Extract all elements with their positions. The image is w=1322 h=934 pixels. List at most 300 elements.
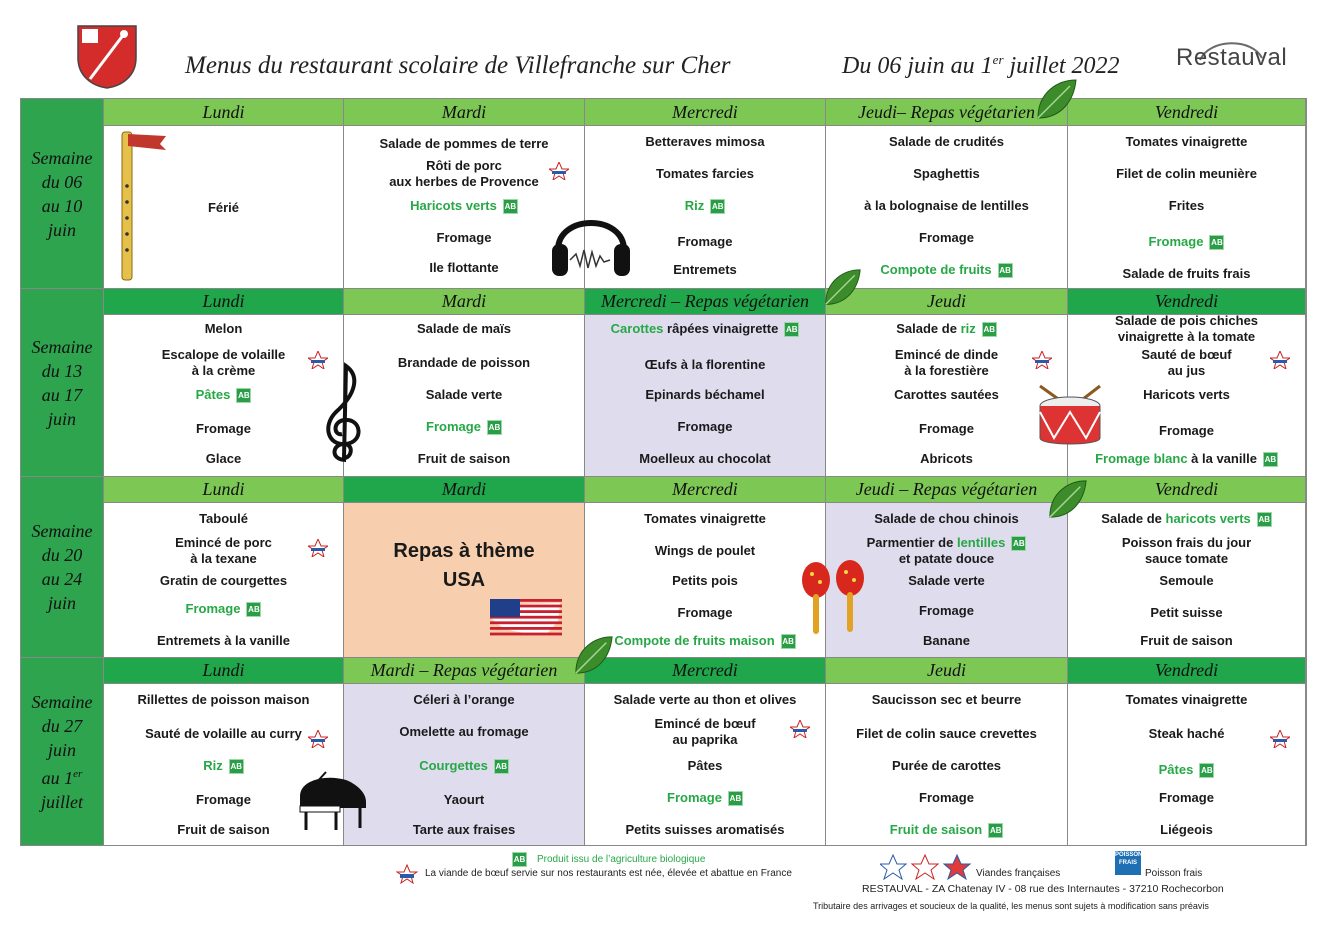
menu-item [348, 692, 580, 708]
menu-item-text: Fromage [677, 605, 733, 620]
page-title: Menus du restaurant scolaire de Villefranche sur Cher [185, 52, 731, 79]
menu-item [830, 790, 1063, 806]
usa-flag-icon [490, 599, 562, 639]
menu-item-text: Yaourt [443, 792, 485, 807]
menu-item [348, 355, 580, 371]
bio-icon: AB [1257, 512, 1272, 527]
day-header: Vendredi [1068, 657, 1306, 683]
menu-item [1072, 605, 1301, 621]
week-label-line: juin [47, 593, 76, 613]
menu-item [1072, 234, 1301, 250]
menu-item [108, 511, 339, 527]
menu-item-text: Courgettes [419, 758, 488, 773]
bio-icon: AB [487, 420, 502, 435]
menu-item-text: Fromage [919, 603, 974, 618]
menu-item [589, 387, 821, 403]
grand-piano-icon [296, 770, 370, 832]
menu-cell [344, 502, 585, 657]
menu-item-text: Ile flottante [429, 260, 499, 275]
menu-item-text: Salade de [1101, 511, 1166, 526]
bio-icon: AB [998, 263, 1013, 278]
week-label-line: au 24 [41, 569, 83, 589]
menu-item [589, 357, 821, 373]
menu-item [830, 198, 1063, 214]
menu-cell [585, 314, 826, 476]
day-header: Jeudi– Repas végétarien [826, 99, 1068, 125]
day-header: Vendredi [1068, 288, 1306, 314]
legend-beef: La viande de bœuf servie sur nos restaurants est née, élevée et abattue en France [425, 868, 792, 879]
menu-item [108, 421, 339, 437]
menu-item [830, 511, 1063, 527]
day-header: Mardi [344, 99, 585, 125]
menu-item [830, 347, 1063, 363]
day-header: Jeudi – Repas végétarien [826, 476, 1068, 502]
menu-item-text: Petits pois [672, 573, 738, 588]
day-header: Jeudi [826, 657, 1068, 683]
week-label [21, 288, 104, 476]
menu-item [589, 822, 821, 838]
menu-item [589, 166, 821, 182]
menu-item-text: Rillettes de poisson maison [137, 692, 310, 707]
week-label-line: du 06 [41, 171, 83, 192]
menu-item-text: Compote de fruits maison [614, 633, 775, 648]
menu-item-text: Œufs à la florentine [644, 357, 766, 372]
menu-item-text: Spaghettis [913, 166, 980, 181]
menu-item-text: Tomates farcies [655, 166, 755, 181]
menu-item [1072, 573, 1301, 589]
menu-cell [344, 314, 585, 476]
menu-item [1072, 166, 1301, 182]
menu-cell [1068, 125, 1306, 288]
menu-item [1072, 134, 1301, 150]
menu-item-text: Férié [207, 200, 240, 215]
bio-icon: AB [988, 823, 1003, 838]
week-label-line: du 20 [41, 545, 83, 565]
menu-item [348, 758, 580, 774]
theme-meal-title [344, 537, 584, 566]
viande-france-icon [1270, 730, 1290, 748]
menu-item [830, 692, 1063, 708]
menu-item [589, 692, 821, 708]
menu-item-text: Salade verte [908, 573, 985, 588]
menu-item-text: Fromage [677, 419, 733, 434]
menu-item-text: à la bolognaise de lentilles [864, 198, 1029, 213]
day-header: Mardi [344, 476, 585, 502]
menu-item [1072, 511, 1301, 527]
week-label-line: du 27 [41, 715, 83, 736]
bio-icon: AB [236, 388, 251, 403]
legend-bio: AB Produit issu de l’agriculture biologique [512, 852, 705, 867]
menu-item-text: Parmentier de [866, 535, 957, 550]
menu-item [830, 535, 1063, 551]
menu-item-text: Pâtes [687, 758, 723, 773]
menu-item [589, 605, 821, 621]
flute-icon [112, 126, 172, 282]
week-label-line: Semaine [31, 691, 93, 712]
menu-item-text: haricots verts [1165, 511, 1251, 526]
menu-item-text: Salade de maïs [417, 321, 511, 336]
menu-item-text: Fruit de saison [889, 822, 983, 837]
menu-item [830, 822, 1063, 838]
menu-item [108, 347, 339, 363]
menu-item-text: Haricots verts [410, 198, 497, 213]
menu-item-text: Melon [204, 321, 243, 336]
menu-item-text: Salade de [896, 321, 961, 336]
menu-item-text: Salade de pois chiches [1114, 313, 1259, 328]
menu-item-text: Omelette au fromage [399, 724, 529, 739]
menu-item-text: Moelleux au chocolat [639, 451, 771, 466]
menu-item [830, 387, 1063, 403]
bio-icon: AB [982, 322, 997, 337]
menu-item-text: Wings de poulet [654, 543, 756, 558]
treble-clef-icon [320, 360, 366, 466]
menu-item-text: Saucisson sec et beurre [871, 692, 1022, 707]
menu-item-text: Entremets [673, 262, 737, 277]
viande-france-icon [308, 730, 328, 748]
menu-item-text: Betteraves mimosa [645, 134, 765, 149]
menu-item [589, 633, 821, 649]
menu-item-text: à la texane [190, 551, 257, 566]
menu-item-text: Gratin de courgettes [159, 573, 288, 588]
menu-item-text: Fruit de saison [417, 451, 511, 466]
menu-item-text: Fromage blanc [1095, 451, 1188, 466]
menu-item [1072, 535, 1301, 551]
menu-cell [826, 125, 1068, 288]
week-label-line: juin [47, 219, 76, 240]
menu-item [108, 551, 339, 567]
menu-item [830, 758, 1063, 774]
menu-item [589, 321, 821, 337]
menu-item-text: Carottes sautées [894, 387, 999, 402]
menu-item [1072, 266, 1301, 282]
menu-item [348, 822, 580, 838]
week-label-line: juin [47, 408, 76, 429]
menu-cell [585, 502, 826, 657]
menu-item [348, 158, 580, 174]
week-label [21, 657, 104, 845]
brand-logo: Restauval [1176, 44, 1288, 71]
week-label-line: Semaine [31, 336, 93, 357]
menu-item [830, 321, 1063, 337]
menu-item-text: Purée de carottes [891, 758, 1002, 773]
bio-icon: AB [1199, 763, 1214, 778]
menu-item [348, 792, 580, 808]
menu-item [830, 166, 1063, 182]
menu-item [830, 134, 1063, 150]
menu-item-text: Escalope de volaille [161, 347, 286, 362]
menu-item-text: Glace [205, 451, 242, 466]
menu-item-text: Riz [684, 198, 705, 213]
menu-item [589, 732, 821, 748]
menu-item [348, 387, 580, 403]
poisson-frais-badge: POISSON FRAIS [1115, 851, 1141, 875]
menu-item [830, 451, 1063, 467]
menu-item-text: Tomates vinaigrette [1125, 692, 1248, 707]
menu-item-text: Taboulé [199, 511, 248, 526]
menu-item [830, 230, 1063, 246]
menu-item [108, 692, 339, 708]
menu-item [1072, 551, 1301, 567]
menu-item [1072, 790, 1301, 806]
bio-icon: AB [781, 634, 796, 649]
menu-item-text: et patate douce [898, 551, 995, 566]
menu-item-text: Fromage [1159, 423, 1214, 438]
menu-item-text: Abricots [920, 451, 973, 466]
menu-item [589, 419, 821, 435]
menu-item [1072, 347, 1301, 363]
week-label-line: au 10 [41, 195, 83, 216]
menu-item-text: Fromage [919, 790, 974, 805]
bio-icon: AB [728, 791, 743, 806]
menu-item [108, 726, 339, 742]
menu-item-text: Salade de crudités [889, 134, 1004, 149]
menu-item [348, 451, 580, 467]
day-header: Mercredi [585, 476, 826, 502]
menu-item-text: Salade verte [425, 387, 503, 402]
menu-item [348, 230, 580, 246]
menu-cell [826, 683, 1068, 845]
menu-item [108, 321, 339, 337]
menu-item-text: vinaigrette à la tomate [1117, 329, 1256, 344]
menu-item-text: Salade de fruits frais [1122, 266, 1251, 281]
menu-item [108, 387, 339, 403]
leaf-icon [1046, 478, 1088, 522]
day-header: Mercredi – Repas végétarien [585, 288, 826, 314]
menu-item [108, 601, 339, 617]
menu-grid [20, 98, 1307, 846]
menu-item [348, 260, 580, 276]
menu-item-text: Fruit de saison [177, 822, 270, 837]
menu-item [348, 724, 580, 740]
day-header: Lundi [104, 99, 344, 125]
week-label-line: juillet [41, 791, 83, 812]
bio-icon: AB [710, 199, 725, 214]
day-header: Mercredi [585, 657, 826, 683]
menu-item-text: Liégeois [1160, 822, 1213, 837]
menu-item-text: Rôti de porc [426, 158, 502, 173]
date-range: Du 06 juin au 1er juillet 2022 [842, 52, 1120, 79]
menu-item [589, 543, 821, 559]
bio-icon: AB [229, 759, 244, 774]
menu-item [108, 451, 339, 467]
menu-item-text: râpées vinaigrette [663, 321, 779, 336]
menu-item-text: Fromage [1148, 234, 1204, 249]
week-label-text: au 1 [41, 767, 74, 788]
menu-item-text: Fromage [196, 421, 251, 436]
menu-item-text: Pâtes [1158, 762, 1194, 777]
menu-item [1072, 387, 1301, 403]
drum-icon [1034, 382, 1106, 452]
menu-item-text: Fromage [436, 230, 492, 245]
menu-item [830, 421, 1063, 437]
week-label-line [42, 762, 83, 790]
week-label [21, 99, 104, 288]
menu-item-text: Salade de chou chinois [874, 511, 1019, 526]
theme-meal-line: Repas à thème [393, 540, 535, 562]
footer-note: Tributaire des arrivages et soucieux de la qualité, les menus sont sujets à modification sans préavis [813, 901, 1209, 911]
menu-cell [1068, 502, 1306, 657]
menu-item-text: Carottes [610, 321, 664, 336]
menu-item [589, 758, 821, 774]
menu-item [1072, 198, 1301, 214]
menu-cell [344, 683, 585, 845]
menu-item-text: à la crème [191, 363, 256, 378]
week-label-line: au 17 [41, 384, 83, 405]
menu-item [108, 633, 339, 649]
menu-item [1072, 692, 1301, 708]
menu-item [1072, 329, 1301, 345]
menu-item-text: lentilles [956, 535, 1006, 550]
day-header: Lundi [104, 288, 344, 314]
menu-item-text: Céleri à l’orange [413, 692, 515, 707]
menu-item-text: Filet de colin meunière [1116, 166, 1257, 181]
menu-item [348, 419, 580, 435]
menu-item [108, 535, 339, 551]
leaf-icon [822, 266, 862, 310]
menu-item-text: Steak haché [1148, 726, 1225, 741]
menu-item-text: Compote de fruits [880, 262, 992, 277]
menu-item [830, 363, 1063, 379]
menu-item [348, 174, 580, 190]
legend-viandes: Viandes françaises [976, 868, 1061, 879]
menu-item-text: Tarte aux fraises [412, 822, 516, 837]
footer-address: RESTAUVAL - ZA Chatenay IV - 08 rue des Internautes - 37210 Rochecorbon [862, 883, 1224, 895]
menu-item-text: Tomates vinaigrette [1125, 134, 1248, 149]
menu-item-text: Petit suisse [1150, 605, 1223, 620]
menu-cell [104, 502, 344, 657]
menu-item-text: sauce tomate [1144, 551, 1229, 566]
week-label-line: juin [47, 739, 76, 760]
menu-item [589, 451, 821, 467]
day-header: Jeudi [826, 288, 1068, 314]
menu-item [1072, 762, 1301, 778]
menu-item-text: Fromage [426, 419, 481, 434]
menu-item-text: Salade verte au thon et olives [613, 692, 797, 707]
menu-item-text: Petits suisses aromatisés [625, 822, 785, 837]
viande-france-icon [396, 864, 418, 884]
menu-item-text: Filet de colin sauce crevettes [856, 726, 1037, 741]
menu-item-text: au paprika [672, 732, 738, 747]
menu-item-text: Fromage [677, 234, 733, 249]
menu-item [348, 321, 580, 337]
menu-item-text: à la vanille [1187, 451, 1257, 466]
menu-item [1072, 726, 1301, 742]
menu-item-text: Poisson frais du jour [1121, 535, 1252, 550]
menu-item-text: Salade de pommes de terre [379, 136, 549, 151]
week-label-line: Semaine [31, 521, 93, 541]
bio-icon: AB [246, 602, 261, 617]
menu-item-text: riz [960, 321, 976, 336]
menu-item-text: Pâtes [195, 387, 231, 402]
menu-item-text: Fromage [1159, 790, 1214, 805]
day-header: Vendredi [1068, 476, 1306, 502]
menu-item-text: Haricots verts [1143, 387, 1230, 402]
menu-item [1072, 363, 1301, 379]
bio-icon: AB [1209, 235, 1224, 250]
town-crest-logo [76, 24, 138, 90]
leaf-icon [572, 634, 614, 678]
bio-icon: AB [1263, 452, 1278, 467]
menu-item-text: Emincé de porc [175, 535, 272, 550]
menu-item [830, 726, 1063, 742]
day-header: Lundi [104, 476, 344, 502]
legend-poisson: Poisson frais [1145, 868, 1203, 879]
menu-item-text: Fruit de saison [1140, 633, 1233, 648]
viandes-francaises-icons [880, 854, 974, 880]
menu-cell [826, 314, 1068, 476]
menu-item-text: Brandade de poisson [397, 355, 531, 370]
menu-item-text: Banane [923, 633, 970, 648]
menu-item-text: Epinards béchamel [645, 387, 765, 402]
menu-item-text: aux herbes de Provence [389, 174, 539, 189]
menu-item [1072, 822, 1301, 838]
menu-item [589, 790, 821, 806]
week-label [21, 476, 104, 657]
menu-item [830, 262, 1063, 278]
menu-item-text: Fromage [667, 790, 722, 805]
day-header: Vendredi [1068, 99, 1306, 125]
week-label-line: Semaine [31, 147, 93, 168]
menu-item [589, 134, 821, 150]
day-header: Mercredi [585, 99, 826, 125]
theme-meal-line: USA [442, 569, 486, 591]
menu-item-text: Fromage [919, 230, 974, 245]
menu-item [108, 573, 339, 589]
day-header: Mardi [344, 288, 585, 314]
menu-item [589, 716, 821, 732]
menu-item [1072, 313, 1301, 329]
menu-item [589, 573, 821, 589]
menu-item-text: Riz [203, 758, 223, 773]
menu-item [1072, 451, 1301, 467]
menu-item-text: Sauté de bœuf [1141, 347, 1232, 362]
menu-item-text: Semoule [1159, 573, 1214, 588]
menu-item-text: Emincé de bœuf [654, 716, 756, 731]
menu-cell [104, 314, 344, 476]
week-label-line: du 13 [41, 360, 83, 381]
menu-item-text: Fromage [919, 421, 974, 436]
menu-item [1072, 633, 1301, 649]
menu-item [108, 363, 339, 379]
headphones-icon [548, 206, 634, 278]
bio-icon: AB [784, 322, 799, 337]
menu-item-text: Frites [1168, 198, 1205, 213]
menu-item [589, 511, 821, 527]
bio-icon: AB [1011, 536, 1026, 551]
menu-item-text: Fromage [185, 601, 241, 616]
menu-item-text: Tomates vinaigrette [644, 511, 766, 526]
menu-item-text: Sauté de volaille au curry [145, 726, 302, 741]
day-header: Lundi [104, 657, 344, 683]
leaf-icon [1034, 78, 1078, 122]
menu-item [1072, 423, 1301, 439]
day-header: Mardi – Repas végétarien [344, 657, 585, 683]
menu-cell [585, 683, 826, 845]
menu-item-text: Emincé de dinde [894, 347, 999, 362]
menu-item [348, 136, 580, 152]
menu-item [348, 198, 580, 214]
week-label-sup: er [73, 767, 83, 780]
menu-item-text: au jus [1167, 363, 1206, 378]
menu-item-text: à la forestière [904, 363, 989, 378]
theme-meal-title [344, 566, 584, 595]
bio-icon: AB [494, 759, 509, 774]
menu-item-text: Entremets à la vanille [157, 633, 290, 648]
menu-item-text: Fromage [196, 792, 251, 807]
maracas-icon [798, 560, 868, 638]
bio-icon: AB [503, 199, 518, 214]
menu-cell [1068, 683, 1306, 845]
